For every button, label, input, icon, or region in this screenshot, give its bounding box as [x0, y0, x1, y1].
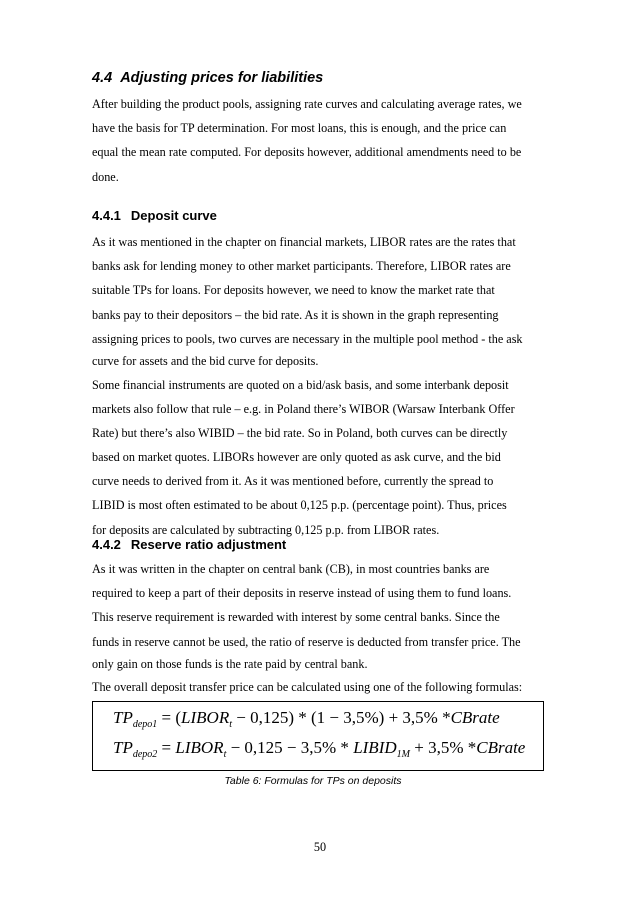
section-title: Reserve ratio adjustment	[130, 537, 287, 552]
formula-text: − 0,125) * (1 − 3,5%) + 3,5% *	[236, 708, 451, 727]
formula-text: − 0,125 − 3,5% *	[230, 738, 349, 757]
table-caption	[0, 775, 638, 787]
section-number: 4.4.1	[92, 208, 121, 223]
text-line: Rate) but there’s also WIBID – the bid rate. So in Poland, both curves can be directly	[92, 425, 508, 440]
text-line: banks pay to their depositors – the bid rate. As it is shown in the graph representing	[92, 307, 499, 322]
text-line: This reserve requirement is rewarded with interest by some central banks. Since the	[92, 610, 500, 625]
formula-symbol: TP	[113, 708, 133, 727]
text-line: only gain on those funds is the rate paid by central bank.	[92, 656, 368, 671]
text-line: done.	[92, 169, 119, 184]
text-line: funds in reserve cannot be used, the ratio of reserve is deducted from transfer price. The	[92, 634, 521, 649]
formula-tp-depo1	[113, 708, 500, 730]
formula-symbol: LIBID	[353, 738, 397, 757]
formula-subscript: t	[223, 749, 227, 760]
section-heading-4-4-2	[92, 537, 286, 552]
text-line: curve for assets and the bid curve for deposits.	[92, 353, 319, 368]
formula-table	[92, 701, 544, 771]
text-line: curve needs to derived from it. As it was mentioned before, currently the spread to	[92, 474, 494, 489]
formula-subscript: t	[229, 719, 232, 730]
section-heading-4-4-1	[92, 208, 217, 223]
text-line: Some financial instruments are quoted on a bid/ask basis, and some interbank deposit	[92, 377, 509, 392]
section-title: Deposit curve	[130, 208, 217, 223]
text-line: for deposits are calculated by subtracting 0,125 p.p. from LIBOR rates.	[92, 522, 440, 537]
text-line: required to keep a part of their deposits in reserve instead of using them to fund loans.	[92, 586, 512, 601]
section-number: 4.4.2	[92, 537, 121, 552]
caption-text: Table 6: Formulas for TPs on deposits	[224, 775, 402, 787]
formula-symbol: CBrate	[450, 708, 500, 727]
paragraph-reserve-ratio	[92, 557, 554, 700]
formula-symbol: LIBOR	[175, 738, 224, 757]
text-line: have the basis for TP determination. For most loans, this is enough, and the price can	[92, 121, 507, 136]
text-line: equal the mean rate computed. For deposits however, additional amendments need to be	[92, 145, 522, 160]
text-line: As it was mentioned in the chapter on financial markets, LIBOR rates are the rates that	[92, 235, 516, 249]
text-line: The overall deposit transfer price can be calculated using one of the following formulas:	[92, 680, 523, 695]
formula-symbol: LIBOR	[181, 708, 230, 727]
section-heading-4-4	[92, 70, 323, 86]
formula-subscript: 1M	[396, 749, 410, 760]
text-line: After building the product pools, assigning rate curves and calculating average rates, we	[92, 97, 522, 111]
text-line: As it was written in the chapter on central bank (CB), in most countries banks are	[92, 562, 490, 576]
formula-symbol: TP	[113, 738, 133, 757]
formula-tp-depo2	[113, 738, 525, 760]
formula-subscript: depo1	[132, 719, 158, 730]
formula-text: + 3,5% *	[414, 738, 477, 757]
formula-text: = (	[161, 708, 182, 727]
formula-symbol: CBrate	[476, 738, 526, 757]
paragraph-intro	[92, 92, 554, 189]
section-title: Adjusting prices for liabilities	[120, 70, 324, 86]
text-line: banks ask for lending money to other market participants. Therefore, LIBOR rates are	[92, 259, 511, 274]
formula-text: =	[161, 738, 172, 757]
text-line: LIBID is most often estimated to be about 0,125 p.p. (percentage point). Thus, prices	[92, 498, 507, 513]
text-line: assigning prices to pools, two curves are necessary in the multiple pool method - the ask	[92, 331, 523, 346]
paragraph-deposit-curve	[92, 230, 554, 542]
page-number-text: 50	[313, 840, 327, 854]
page-number	[0, 840, 638, 855]
text-line: based on market quotes. LIBORs however are only quoted as ask curve, and the bid	[92, 450, 501, 465]
text-line: suitable TPs for loans. For deposits however, we need to know the market rate that	[92, 283, 495, 298]
formula-subscript: depo2	[132, 749, 158, 760]
section-number: 4.4	[92, 70, 113, 86]
text-line: markets also follow that rule – e.g. in Poland there’s WIBOR (Warsaw Interbank Offer	[92, 401, 515, 416]
